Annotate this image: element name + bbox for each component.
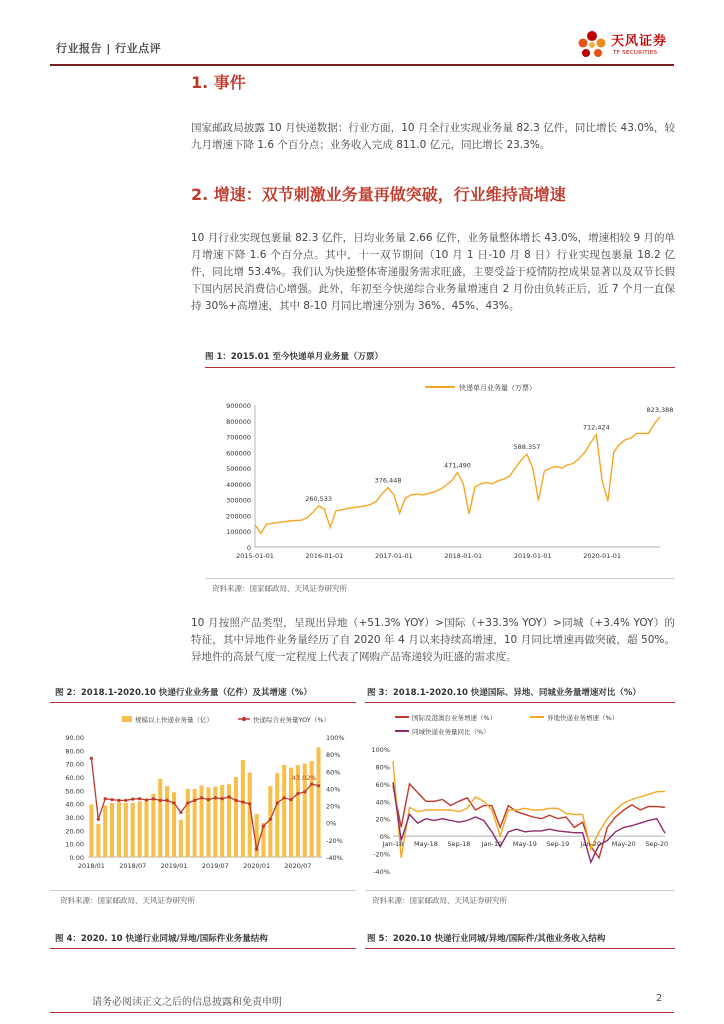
fig2-bar — [144, 801, 148, 857]
fig2-y-right-tick: 40% — [326, 785, 341, 794]
fig2-yoy-point — [207, 798, 210, 801]
footer-disclaimer: 请务必阅读正文之后的信息披露和免责申明 — [92, 997, 282, 1008]
fig2-yoy-point — [255, 848, 258, 851]
fig2-yoy-point — [262, 825, 265, 828]
fig2-yoy-point — [221, 797, 224, 800]
fig2-yoy-point — [228, 795, 231, 798]
fig2-bar — [206, 788, 210, 858]
fig2-y-left-tick: 0.00 — [69, 854, 84, 862]
fig3-caption: 图 3：2018.1-2020.10 快递国际、异地、同城业务量增速对比（%） — [367, 688, 641, 698]
fig3-y-tick: 80% — [375, 763, 390, 772]
fig2-y-left-tick: 60.00 — [65, 774, 84, 782]
fig2-y-right-tick: 100% — [326, 734, 345, 742]
logo-flower-icon — [575, 28, 609, 62]
fig2-y-left-tick: 30.00 — [65, 814, 84, 822]
fig1-y-tick: 800000 — [226, 417, 251, 426]
fig1-y-tick: 900000 — [226, 402, 251, 410]
fig2-yoy-point — [111, 798, 114, 801]
fig2-x-tick: 2018/07 — [119, 862, 147, 870]
fig2-yoy-point — [317, 784, 320, 787]
fig2-y-left-tick: 70.00 — [65, 760, 84, 769]
fig2-yoy-point — [234, 799, 237, 802]
section2-paragraph1: 10 月行业实现包裹量 82.3 亿件，日均业务量 2.66 亿件，业务量整体增长 43.0%，增速相较 9 月的单月增速下降 1.6 个百分点。其中，十一双节期间（10 月 1 日-10 月 8 日）行业实现包裹量 18.2 亿件，同比增 53.4%。我们认为快递整体寄递服务需求旺盛，主要受益于疫情防控成果显著以及双节长假下国内居民消费信心增强。此外，年初至今快递综合业务量增速自 2 月份由负转正后，近 7 个月一直保持 30%+高增速，其中 8-10 月同比增速分别为 36%、45%、43%。 — [191, 232, 675, 312]
fig2-yoy-point — [145, 798, 148, 801]
fig1-x-tick: 2020-01-01 — [583, 552, 622, 560]
fig1-data-label: 712,424 — [582, 423, 610, 432]
section1-title: 1. 事件 — [191, 73, 246, 92]
logo-text-en: TF SECURITIES — [613, 50, 658, 56]
fig2-bar — [234, 777, 238, 857]
fig3-x-tick: May-18 — [413, 840, 438, 849]
fig1-y-tick: 200000 — [226, 512, 251, 521]
fig3-y-tick: -40% — [373, 868, 390, 876]
fig3-x-tick: May-20 — [611, 840, 636, 849]
fig3-y-tick: -20% — [373, 850, 390, 859]
section1-paragraph: 国家邮政局披露 10 月快递数据：行业方面，10 月全行业实现业务量 82.3 亿件，同比增长 43.0%，较九月增速下降 1.6 个百分点；业务收入完成 811.0 亿元，同比增长 23.3%。 — [191, 122, 675, 151]
fig2-x-tick: 2020/01 — [243, 862, 271, 870]
fig1-data-label: 588,357 — [513, 443, 541, 452]
fig1-chart — [205, 370, 675, 575]
section2-title: 2. 增速：双节刺激业务量再做突破，行业维持高增速 — [191, 185, 566, 204]
fig2-bottom-divider — [50, 890, 356, 891]
footer-divider — [50, 1012, 674, 1013]
fig2-y-right-tick: -40% — [326, 854, 343, 862]
fig1-y-tick: 100000 — [226, 528, 251, 537]
fig2-x-tick: 2019/07 — [201, 862, 229, 870]
fig2-yoy-point — [117, 799, 120, 802]
fig1-y-tick: 400000 — [226, 480, 251, 489]
fig2-bar — [200, 786, 204, 858]
fig2-bar — [158, 779, 162, 857]
fig2-yoy-point — [166, 799, 169, 802]
fig2-yoy-point — [138, 797, 141, 800]
fig3-legend-label: 国际及港澳台业务增速（%） — [412, 714, 497, 722]
company-logo — [575, 26, 675, 62]
fig3-x-tick: Jan-18 — [382, 840, 404, 849]
fig2-y-right-tick: 80% — [326, 751, 341, 760]
fig2-bar — [282, 765, 286, 857]
fig1-y-tick: 300000 — [226, 496, 251, 505]
fig3-x-tick: Jan-20 — [580, 840, 602, 849]
fig1-data-label: 823,388 — [646, 406, 674, 415]
fig2-legend-line-label: 快递综合业务量YOY（%） — [253, 716, 331, 724]
fig2-source: 资料来源：国家邮政局，天风证券研究所 — [60, 896, 195, 905]
fig2-bar — [227, 784, 231, 857]
fig2-yoy-point — [193, 799, 196, 802]
fig2-y-left-tick: 10.00 — [65, 840, 84, 849]
fig1-top-divider — [205, 367, 675, 368]
fig4-caption: 图 4：2020. 10 快递行业同城/异地/国际件业务量结构 — [55, 934, 268, 944]
fig2-bar — [89, 805, 93, 858]
fig4-top-divider — [50, 948, 356, 949]
fig2-legend-line-marker — [242, 717, 246, 721]
fig1-x-tick: 2017-01-01 — [374, 552, 413, 560]
fig2-yoy-point — [248, 802, 251, 805]
fig1-bottom-divider — [205, 578, 675, 579]
fig1-y-tick: 600000 — [226, 449, 251, 458]
fig2-yoy-point — [124, 799, 127, 802]
fig2-bar — [131, 803, 135, 857]
fig3-top-divider — [365, 702, 675, 703]
fig2-caption: 图 2：2018.1-2020.10 快递行业业务量（亿件）及其增速（%） — [55, 688, 312, 698]
fig2-bar — [275, 773, 279, 857]
fig2-bar — [151, 794, 155, 857]
fig2-bar — [241, 760, 245, 857]
fig2-bar — [220, 785, 224, 857]
fig2-yoy-point — [90, 757, 93, 760]
fig2-yoy-point — [104, 797, 107, 800]
fig3-legend-label: 异地快递业务增速（%） — [547, 714, 619, 722]
fig2-top-divider — [50, 702, 356, 703]
fig2-yoy-point — [276, 801, 279, 804]
fig1-data-label: 471,490 — [444, 461, 471, 470]
fig2-bar — [103, 806, 107, 858]
fig2-yoy-point — [310, 783, 313, 786]
fig2-yoy-point — [172, 801, 175, 804]
fig1-x-tick: 2015-01-01 — [236, 552, 274, 560]
fig3-x-tick: Jan-19 — [481, 840, 503, 849]
fig1-x-tick: 2019-01-01 — [513, 552, 552, 560]
fig2-y-right-tick: -20% — [326, 836, 343, 845]
fig2-bar — [110, 803, 114, 857]
fig2-x-tick: 2020/07 — [284, 862, 312, 870]
fig2-bar — [179, 820, 183, 857]
fig2-y-left-tick: 40.00 — [65, 800, 84, 809]
fig1-source: 资料来源：国家邮政局，天风证券研究所 — [212, 584, 347, 593]
fig3-y-tick: 40% — [375, 798, 390, 807]
page-number: 2 — [656, 993, 663, 1004]
fig2-bar — [124, 803, 128, 857]
fig2-y-left-tick: 20.00 — [65, 827, 84, 836]
fig2-legend-bar-swatch — [122, 716, 132, 722]
fig2-y-right-tick: 20% — [326, 802, 341, 811]
fig1-series-line — [255, 417, 660, 533]
fig3-x-tick: Sep-18 — [447, 840, 471, 849]
fig3-y-tick: 100% — [371, 746, 390, 754]
fig2-yoy-point — [269, 818, 272, 821]
fig3-series-line — [393, 782, 665, 862]
fig2-yoy-point — [159, 799, 162, 802]
section2-paragraph2: 10 月按照产品类型，呈现出异地（+51.3% YOY）>国际（+33.3% YOY）>同城（+3.4% YOY）的特征，其中异地件业务量经历了自 2020 年 4 月以来持续高增速，10 月同比增速再做突破，超 50%。异地件的高景气度一定程度上代表了网购产品寄递较为旺盛的需求度。 — [191, 617, 675, 663]
fig2-bar — [165, 786, 169, 857]
fig1-x-tick: 2016-01-01 — [305, 552, 344, 560]
fig5-caption: 图 5：2020.10 快递行业同城/异地/国际件/其他业务收入结构 — [367, 934, 606, 944]
fig2-y-left-tick: 90.00 — [65, 734, 84, 742]
fig3-chart — [365, 705, 675, 888]
fig3-y-tick: 20% — [375, 815, 390, 824]
fig2-x-tick: 2019/01 — [160, 862, 188, 870]
fig2-yoy-point — [152, 797, 155, 800]
fig2-yoy-point — [186, 801, 189, 804]
fig2-chart — [50, 705, 356, 888]
report-category: 行业报告 | 行业点评 — [56, 42, 162, 55]
fig2-yoy-point — [214, 796, 217, 799]
fig3-legend-label: 同城快递业务量同比（%） — [412, 728, 490, 736]
fig2-bar — [96, 824, 100, 857]
fig2-bar — [138, 801, 142, 857]
fig2-yoy-point — [303, 790, 306, 793]
fig1-data-label: 376,448 — [374, 476, 402, 485]
fig2-y-left-tick: 50.00 — [65, 787, 84, 796]
fig2-y-left-tick: 80.00 — [65, 747, 84, 756]
fig1-x-tick: 2018-01-01 — [444, 552, 483, 560]
fig2-yoy-point — [296, 792, 299, 795]
fig3-bottom-divider — [365, 890, 675, 891]
fig2-yoy-point — [200, 796, 203, 799]
fig2-bar — [186, 789, 190, 857]
fig1-y-tick: 0 — [246, 544, 251, 552]
header-divider — [50, 64, 674, 66]
fig2-y-right-tick: 60% — [326, 768, 341, 777]
fig1-caption: 图 1：2015.01 至今快递单月业务量（万票） — [205, 352, 384, 362]
fig1-y-tick: 700000 — [226, 433, 251, 442]
fig2-yoy-point — [241, 801, 244, 804]
logo-text-cn: 天风证券 — [611, 34, 668, 49]
fig2-last-label: 43.02% — [291, 773, 317, 782]
fig5-top-divider — [365, 948, 675, 949]
fig1-y-tick: 500000 — [226, 465, 251, 474]
fig3-x-tick: Sep-20 — [645, 840, 669, 849]
fig2-yoy-point — [289, 798, 292, 801]
fig3-y-tick: 60% — [375, 780, 390, 789]
fig2-yoy-point — [97, 818, 100, 821]
fig2-x-tick: 2018/01 — [77, 862, 105, 870]
fig1-data-label: 260,533 — [305, 494, 333, 503]
fig2-yoy-point — [131, 798, 134, 801]
fig3-source: 资料来源：国家邮政局，天风证券研究所 — [372, 896, 507, 905]
fig2-bar — [117, 802, 121, 857]
fig3-y-tick: 0% — [379, 833, 390, 842]
fig2-bar — [317, 747, 321, 857]
fig3-x-tick: Sep-19 — [546, 840, 570, 849]
fig2-y-right-tick: 0% — [326, 819, 337, 828]
fig1-legend-label: 快递单月业务量（万票） — [459, 384, 536, 392]
fig2-legend-bar-label: 规模以上快递业务量（亿） — [135, 716, 213, 724]
fig3-x-tick: May-19 — [512, 840, 537, 849]
fig2-yoy-point — [179, 811, 182, 814]
fig2-yoy-point — [283, 796, 286, 799]
